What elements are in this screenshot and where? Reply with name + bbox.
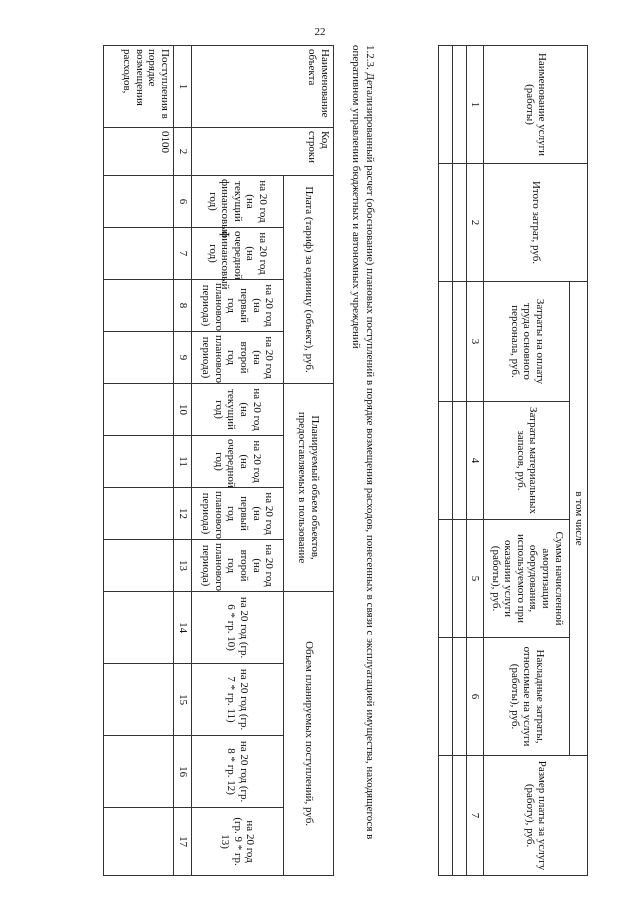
empty-cell[interactable] [452, 638, 466, 756]
header-total-costs: Итого затрат, руб. [484, 164, 588, 282]
empty-cell[interactable] [104, 808, 174, 876]
header-fee-col: на 20 год (на текущий финансовый год) [192, 176, 284, 228]
header-fee-group: Плата (тариф) за единицу (объект), руб. [284, 176, 334, 384]
empty-cell[interactable] [104, 540, 174, 592]
header-in-that-number: в том числе [570, 282, 588, 756]
header-row-code: Код строки [192, 128, 334, 176]
empty-cell[interactable] [438, 756, 452, 876]
column-number: 2 [174, 128, 192, 176]
receipts-table [103, 45, 334, 876]
header-receipts-group: Объем планируемых поступлений, руб. [284, 592, 334, 876]
column-number: 7 [466, 756, 484, 876]
empty-cell[interactable] [438, 164, 452, 282]
column-number: 5 [466, 520, 484, 638]
header-staff-wages: Затраты на оплату труда основного персонала, руб. [484, 282, 570, 402]
empty-cell[interactable] [452, 756, 466, 876]
empty-cell[interactable] [438, 282, 452, 402]
column-number: 16 [174, 736, 192, 808]
empty-cell[interactable] [438, 638, 452, 756]
column-number: 7 [174, 228, 192, 280]
table-row [104, 46, 174, 876]
empty-cell[interactable] [104, 664, 174, 736]
empty-cell[interactable] [104, 488, 174, 540]
header-fee-col: на 20 год (на очередной финансовый год) [192, 228, 284, 280]
header-fee-col: на 20 год (на второй год планового периода) [192, 332, 284, 384]
header-receipts-col: на 20 год (гр. 6 * гр. 10) [192, 592, 284, 664]
header-volume-group: Планируемый объем объектов, предоставляемых в пользование [284, 384, 334, 592]
header-fee-col: на 20 год (на первый год планового периода) [192, 280, 284, 332]
column-number: 11 [174, 436, 192, 488]
empty-cell[interactable] [438, 520, 452, 638]
empty-cell[interactable] [452, 46, 466, 164]
section-heading: 1.2.3. Детализированный расчет (обоснование) плановых поступлений в порядке возмещения расходов, понесенных в связи с эксплуатацией имущества, находящегося в оперативном управлении бюджетных и автономных учреждений [350, 45, 376, 840]
column-number: 8 [174, 280, 192, 332]
empty-cell[interactable] [104, 176, 174, 228]
row-code: 0100 [104, 128, 174, 176]
empty-cell[interactable] [104, 384, 174, 436]
column-number: 13 [174, 540, 192, 592]
empty-cell[interactable] [452, 164, 466, 282]
header-depreciation: Сумма начисленной амортизации оборудования, используемого при оказании услуги (работы), руб. [484, 520, 570, 638]
column-number: 17 [174, 808, 192, 876]
column-number: 9 [174, 332, 192, 384]
empty-cell[interactable] [438, 402, 452, 520]
column-number: 1 [466, 46, 484, 164]
column-number: 4 [466, 402, 484, 520]
header-volume-col: на 20 год (на второй год планового периода) [192, 540, 284, 592]
empty-cell[interactable] [104, 280, 174, 332]
column-number: 1 [174, 46, 192, 128]
empty-cell[interactable] [452, 402, 466, 520]
costs-table [438, 45, 588, 876]
empty-cell[interactable] [452, 520, 466, 638]
column-number: 10 [174, 384, 192, 436]
header-volume-col: на 20 год (на первый год планового периода) [192, 488, 284, 540]
header-volume-col: на 20 год (на текущий год) [192, 384, 284, 436]
header-receipts-col: на 20 год (гр. 9 * гр. 13) [192, 808, 284, 876]
column-number: 14 [174, 592, 192, 664]
header-volume-col: на 20 год (на очередной год) [192, 436, 284, 488]
empty-cell[interactable] [438, 46, 452, 164]
column-number: 15 [174, 664, 192, 736]
header-object-name: Наименование объекта [192, 46, 334, 128]
header-service-name: Наименование услуги (работы) [484, 46, 588, 164]
column-number: 12 [174, 488, 192, 540]
column-number: 6 [466, 638, 484, 756]
column-number: 3 [466, 282, 484, 402]
rotated-page-content [18, 45, 588, 875]
empty-cell[interactable] [104, 332, 174, 384]
header-overhead: Накладные затраты, относимые на услуги (работы), руб. [484, 638, 570, 756]
header-receipts-col: на 20 год (гр. 7 * гр. 11) [192, 664, 284, 736]
empty-cell[interactable] [104, 736, 174, 808]
page-number: 22 [314, 26, 326, 38]
header-materials: Затраты материальных запасов, руб. [484, 402, 570, 520]
row-object-name: Поступления в порядке возмещения расходов, [104, 46, 174, 128]
column-number: 6 [174, 176, 192, 228]
empty-cell[interactable] [104, 436, 174, 488]
header-service-fee: Размер платы за услугу (работу), руб. [484, 756, 588, 876]
empty-cell[interactable] [104, 592, 174, 664]
empty-cell[interactable] [452, 282, 466, 402]
header-receipts-col: на 20 год (гр. 8 * гр. 12) [192, 736, 284, 808]
empty-cell[interactable] [104, 228, 174, 280]
column-number: 2 [466, 164, 484, 282]
